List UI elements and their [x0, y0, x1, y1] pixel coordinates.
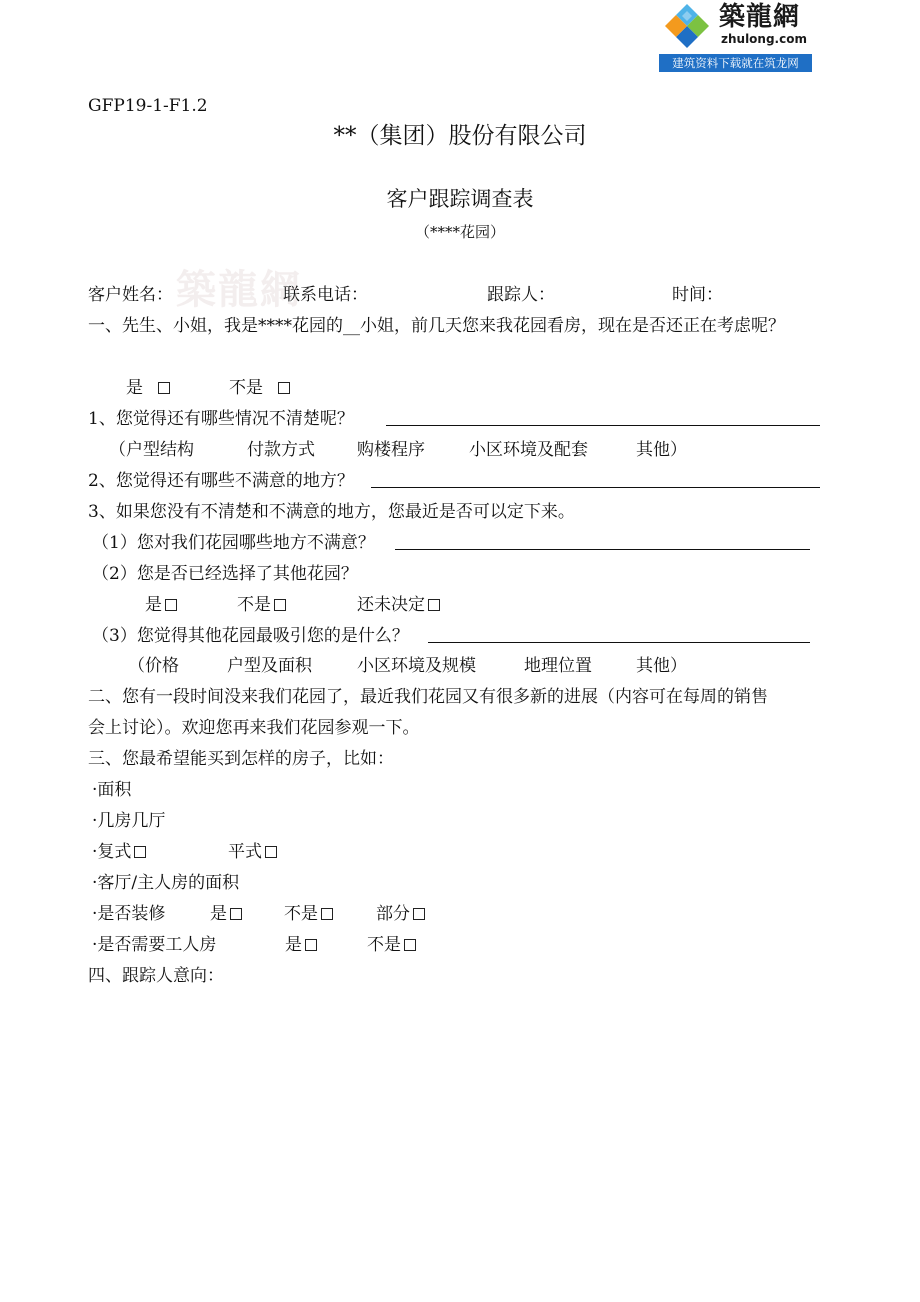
q1-1-option-4: 其他） — [636, 440, 687, 460]
question-1-1: 1、您觉得还有哪些情况不清楚呢？ — [88, 409, 354, 429]
q3-maid-no-option — [367, 935, 416, 955]
q1-3-2-undecided-checkbox[interactable] — [428, 599, 440, 611]
q3-deco-yes-checkbox[interactable] — [230, 908, 242, 920]
q1-3-3-option-3: 地理位置 — [524, 656, 592, 676]
q1-3-2-yes-checkbox[interactable] — [165, 599, 177, 611]
q1-3-2-yes-option — [145, 595, 177, 615]
q1-no-option — [229, 378, 290, 398]
question-2-line-2: 会上讨论）。欢迎您再来我们花园参观一下。 — [88, 718, 420, 738]
question-2-line-1: 二、您有一段时间没来我们花园了，最近我们花园又有很多新的进展（内容可在每周的销售 — [88, 687, 768, 707]
logo-slogan-bar: 建筑资料下载就在筑龙网 — [659, 54, 812, 72]
q1-1-option-3: 小区环境及配套 — [469, 440, 588, 460]
q3-flat-checkbox[interactable] — [265, 846, 277, 858]
q3-deco-part-checkbox[interactable] — [413, 908, 425, 920]
doc-subtitle: （****花园） — [414, 223, 505, 241]
watermark: 築龍網 — [176, 267, 302, 313]
q3-deco-no-label: 不是 — [284, 904, 318, 924]
q3-hall-area: ·客厅/主人房的面积 — [92, 873, 240, 893]
question-3: 三、您最希望能买到怎样的房子，比如： — [88, 749, 394, 769]
doc-title: 客户跟踪调查表 — [386, 187, 534, 211]
q3-deco-no-option — [284, 904, 333, 924]
question-1-3-3: （3）您觉得其他花园最吸引您的是什么？ — [92, 626, 409, 646]
q3-duplex-option — [92, 842, 146, 862]
q3-flat-label: 平式 — [228, 842, 262, 862]
q3-flat-option — [228, 842, 277, 862]
q1-1-option-1: 付款方式 — [247, 440, 315, 460]
q3-maid-yes-checkbox[interactable] — [305, 939, 317, 951]
logo-diamond-icon — [663, 2, 711, 50]
doc-code: GFP19-1-F1.2 — [88, 96, 208, 116]
q1-3-3-option-2: 小区环境及规模 — [357, 656, 476, 676]
q1-3-2-no-option — [237, 595, 286, 615]
q3-deco-yes-label: 是 — [210, 904, 227, 924]
question-1-3-2: （2）您是否已经选择了其他花园？ — [92, 564, 358, 584]
question-1-3-1: （1）您对我们花园哪些地方不满意？ — [92, 533, 375, 553]
q3-maid-yes-option — [285, 935, 317, 955]
q1-no-label: 不是 — [229, 378, 263, 398]
answer-line-1-1[interactable] — [386, 425, 820, 426]
q1-yes-option — [126, 378, 170, 398]
question-4: 四、跟踪人意向： — [88, 966, 224, 986]
q3-maid-no-checkbox[interactable] — [404, 939, 416, 951]
company-name: **（集团）股份有限公司 — [333, 123, 587, 149]
logo-top — [659, 0, 812, 54]
question-1-2: 2、您觉得还有哪些不满意的地方？ — [88, 471, 354, 491]
q1-3-2-yes-label: 是 — [145, 595, 162, 615]
q3-duplex-checkbox[interactable] — [134, 846, 146, 858]
field-phone: 联系电话： — [283, 285, 368, 305]
field-tracker: 跟踪人： — [487, 285, 555, 305]
q3-maid-yes-label: 是 — [285, 935, 302, 955]
q1-3-2-undecided-option — [357, 595, 440, 615]
logo-en-text: zhulong.com — [721, 32, 807, 46]
q3-rooms: ·几房几厅 — [92, 811, 166, 831]
q1-1-option-2: 购楼程序 — [357, 440, 425, 460]
question-1: 一、先生、小姐，我是****花园的__小姐，前几天您来我花园看房，现在是否还正在考虑呢？ — [88, 316, 785, 336]
question-1-3: 3、如果您没有不清楚和不满意的地方，您最近是否可以定下来。 — [88, 502, 575, 522]
q3-area: ·面积 — [92, 780, 132, 800]
q3-maid-no-label: 不是 — [367, 935, 401, 955]
logo-cn-text: 築龍網 — [719, 2, 801, 32]
q3-duplex-label: ·复式 — [92, 842, 132, 862]
field-time: 时间： — [672, 285, 723, 305]
q3-deco-no-checkbox[interactable] — [321, 908, 333, 920]
zhulong-logo — [659, 0, 812, 73]
q1-1-option-0: （户型结构 — [109, 440, 194, 460]
q3-deco-part-label: 部分 — [376, 904, 410, 924]
q3-decoration-label: ·是否装修 — [92, 904, 166, 924]
q3-deco-yes-option — [210, 904, 242, 924]
q1-yes-checkbox[interactable] — [158, 382, 170, 394]
q1-3-2-no-checkbox[interactable] — [274, 599, 286, 611]
q1-yes-label: 是 — [126, 378, 143, 398]
q1-3-2-no-label: 不是 — [237, 595, 271, 615]
q1-3-3-option-0: （价格 — [128, 656, 179, 676]
q1-3-2-undecided-label: 还未决定 — [357, 595, 425, 615]
answer-line-1-3-1[interactable] — [395, 549, 810, 550]
q3-deco-part-option — [376, 904, 425, 924]
answer-line-1-3-3[interactable] — [428, 642, 810, 643]
q3-maid-room-label: ·是否需要工人房 — [92, 935, 217, 955]
field-customer-name: 客户姓名： — [88, 285, 173, 305]
q1-3-3-option-1: 户型及面积 — [227, 656, 312, 676]
answer-line-1-2[interactable] — [371, 487, 820, 488]
q1-3-3-option-4: 其他） — [636, 656, 687, 676]
q1-no-checkbox[interactable] — [278, 382, 290, 394]
